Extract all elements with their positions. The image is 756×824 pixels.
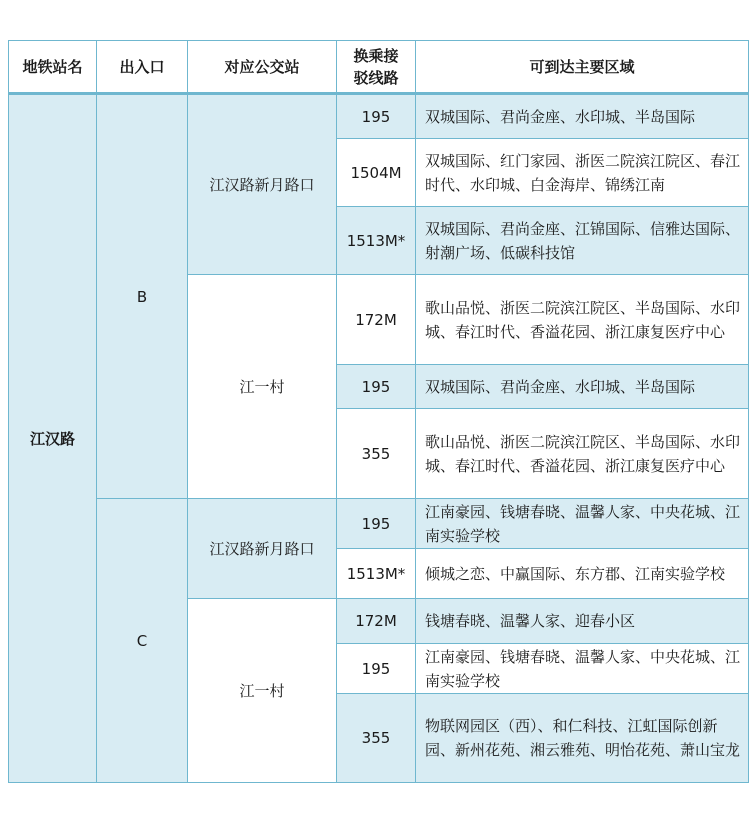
header-station: 地铁站名: [9, 41, 97, 94]
area-cell: 双城国际、君尚金座、水印城、半岛国际: [416, 94, 749, 139]
area-cell: 江南豪园、钱塘春晓、温馨人家、中央花城、江南实验学校: [416, 499, 749, 549]
exit-cell: C: [97, 499, 188, 783]
area-cell: 钱塘春晓、温馨人家、迎春小区: [416, 599, 749, 644]
header-line: [337, 41, 416, 94]
station-name: 江汉路: [9, 94, 97, 783]
line-cell: 195: [337, 365, 416, 409]
header-bus-stop: 对应公交站: [188, 41, 337, 94]
area-cell: 歌山品悦、浙医二院滨江院区、半岛国际、水印城、春江时代、香溢花园、浙江康复医疗中心: [416, 275, 749, 365]
bus-stop-cell: 江一村: [188, 275, 337, 499]
line-cell: 172M: [337, 599, 416, 644]
line-cell: 1513M*: [337, 207, 416, 275]
area-cell: 歌山品悦、浙医二院滨江院区、半岛国际、水印城、春江时代、香溢花园、浙江康复医疗中心: [416, 409, 749, 499]
transfer-table-container: [8, 40, 748, 783]
header-row: [9, 41, 749, 94]
area-cell: 物联网园区（西）、和仁科技、江虹国际创新园、新州花苑、湘云雅苑、明怡花苑、萧山宝龙: [416, 694, 749, 783]
header-exit: 出入口: [97, 41, 188, 94]
line-cell: 195: [337, 644, 416, 694]
line-cell: 1513M*: [337, 549, 416, 599]
header-line-l2: 驳线路: [353, 68, 399, 87]
table-row: [9, 94, 749, 139]
line-cell: 355: [337, 694, 416, 783]
area-cell: 双城国际、君尚金座、水印城、半岛国际: [416, 365, 749, 409]
area-cell: 江南豪园、钱塘春晓、温馨人家、中央花城、江南实验学校: [416, 644, 749, 694]
bus-stop-cell: 江汉路新月路口: [188, 499, 337, 599]
line-cell: 355: [337, 409, 416, 499]
bus-stop-cell: 江一村: [188, 599, 337, 783]
line-cell: 1504M: [337, 139, 416, 207]
header-line-l1: 换乘接: [353, 46, 399, 65]
area-cell: 双城国际、君尚金座、江锦国际、信雅达国际、射潮广场、低碳科技馆: [416, 207, 749, 275]
line-cell: 195: [337, 499, 416, 549]
table-row: [9, 499, 749, 549]
header-area: 可到达主要区域: [416, 41, 749, 94]
exit-cell: B: [97, 94, 188, 499]
transfer-table: [8, 40, 749, 783]
bus-stop-cell: 江汉路新月路口: [188, 94, 337, 275]
area-cell: 双城国际、红门家园、浙医二院滨江院区、春江时代、水印城、白金海岸、锦绣江南: [416, 139, 749, 207]
area-cell: 倾城之恋、中赢国际、东方郡、江南实验学校: [416, 549, 749, 599]
line-cell: 172M: [337, 275, 416, 365]
line-cell: 195: [337, 94, 416, 139]
